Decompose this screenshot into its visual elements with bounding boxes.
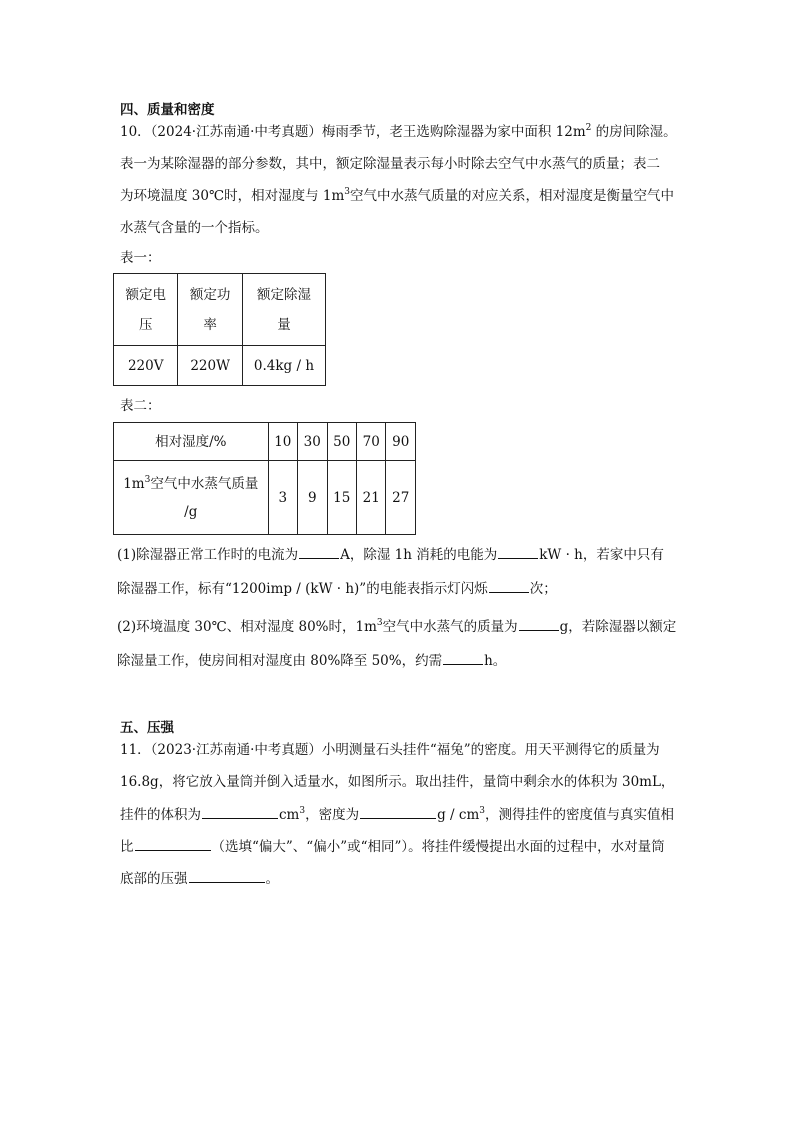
table2-row1-head: 相对湿度/% [114,423,269,461]
q10-part1-line1: (1)除湿器正常工作时的电流为 A，除湿 1h 消耗的电能为 kW · h，若家中只有 [117,544,664,565]
table-1-dehumidifier-params [113,273,326,386]
table2-cell: 90 [386,423,416,461]
q10-line-2: 表一为某除湿器的部分参数，其中，额定除湿量表示每小时除去空气中水蒸气的质量；表二 [120,156,660,172]
table2-cell: 50 [327,423,356,461]
answer-blank[interactable] [443,650,483,665]
q11-line-1: 11．（2023·江苏南通·中考真题）小明测量石头挂件“福兔”的密度。用天平测得它的质量为 [120,742,660,758]
table2-row2-head: $1m^3$空气中水蒸气质量 /g [114,461,269,535]
table2-cell: 27 [386,461,416,535]
table1-cell-dehumidify: 0.4kg / h [242,346,325,386]
q10-line-3 [120,186,674,206]
table1-header-dehumidify: 额定除湿 量 [242,274,325,346]
table2-cell: 10 [268,423,297,461]
q10-part1-line2: 除湿器工作，标有“1200imp / (kW · h)”的电能表指示灯闪烁 次； [117,578,557,599]
q11-line-2: 16.8g，将它放入量筒并倒入适量水，如图所示。取出挂件，量筒中剩余水的体积为 30mL， [120,774,675,790]
q11-line-5: 底部的压强 。 [120,868,279,889]
q10-line-4: 水蒸气含量的一个指标。 [120,220,269,236]
section-title-pressure: 五、压强 [120,720,174,736]
table2-cell: 21 [357,461,386,535]
table2-cell: 15 [327,461,356,535]
q10-text: 为环境温度 30℃时，相对湿度与 1m [120,188,345,204]
superscript: 2 [585,123,592,133]
q10-part2-line2: 除湿量工作，使房间相对湿度由 80%降至 50%，约需 h。 [117,650,506,671]
answer-blank[interactable] [202,804,278,819]
table1-header-power: 额定功 率 [178,274,243,346]
table2-cell: 9 [298,461,327,535]
answer-blank[interactable] [189,868,265,883]
answer-blank[interactable] [519,616,559,631]
q10-part2-line1: (2)环境温度 30℃、相对湿度 80%时，$1m^3$空气中水蒸气的质量为 g，若除湿器以额定 [117,618,677,635]
answer-blank[interactable] [360,804,436,819]
q11-line-3: 挂件的体积为 $cm^3$，密度为 g / $cm^3$，测得挂件的密度值与真实值相 [120,806,674,823]
table1-label: 表一： [120,250,161,266]
answer-blank[interactable] [135,836,211,851]
q10-text: 的房间除湿。 [591,124,677,140]
table2-cell: 3 [268,461,297,535]
section-title-mass-density: 四、质量和密度 [120,102,215,118]
answer-blank[interactable] [498,544,538,559]
table2-cell: 30 [298,423,327,461]
table2-label: 表二： [120,398,161,414]
table-2-humidity [113,422,416,535]
q10-text: 10．（2024·江苏南通·中考真题）梅雨季节，老王选购除湿器为家中面积 12m [120,124,586,140]
q10-text: 空气中水蒸气质量的对应关系，相对湿度是衡量空气中 [350,188,674,204]
table1-header-voltage: 额定电 压 [114,274,178,346]
q11-line-4: 比 （选填“偏大”、“偏小”或“相同”）。将挂件缓慢提出水面的过程中，水对量筒 [120,836,665,857]
q10-line-1 [120,122,677,142]
answer-blank[interactable] [489,578,529,593]
table2-cell: 70 [357,423,386,461]
answer-blank[interactable] [299,544,339,559]
table1-cell-voltage: 220V [114,346,178,386]
table1-cell-power: 220W [178,346,243,386]
superscript: 3 [344,187,350,197]
